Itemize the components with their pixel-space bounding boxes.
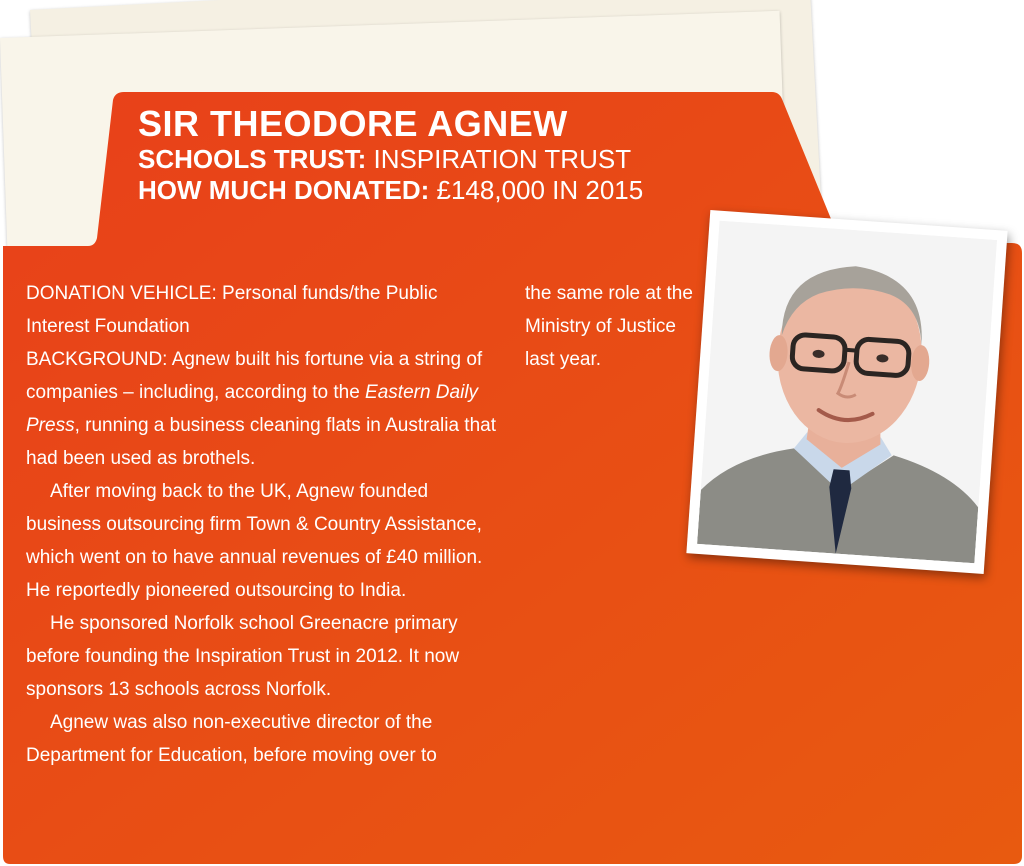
- donation-vehicle-paragraph: [26, 277, 506, 343]
- article-column-right: [525, 277, 695, 376]
- donation-amount-label: HOW MUCH DONATED:: [138, 175, 430, 205]
- portrait-image: [697, 221, 997, 564]
- donation-vehicle-value: Personal funds/the Public Interest Foundation: [26, 283, 438, 337]
- article-column-left: [26, 277, 506, 772]
- schools-trust-label: SCHOOLS TRUST:: [138, 144, 367, 174]
- background-publication: Eastern Daily Press: [26, 382, 479, 436]
- header-block: [138, 104, 643, 206]
- portrait-illustration: [697, 221, 997, 564]
- portrait-photo: [686, 210, 1007, 574]
- outsourcing-paragraph: After moving back to the UK, Agnew founded business outsourcing firm Town & Country Assistance, which went on to have annual revenues of £40 million. He reportedly pioneered outsourcing to India.: [26, 481, 483, 601]
- background-text-2: , running a business cleaning flats in Australia that had been used as brothels.: [26, 415, 497, 469]
- background-paragraph: [26, 343, 506, 475]
- sponsorship-paragraph: He sponsored Norfolk school Greenacre primary before founding the Inspiration Trust in 2012. It now sponsors 13 schools across Norfolk.: [26, 613, 460, 700]
- schools-trust-line: [138, 144, 643, 175]
- donation-amount-value: £148,000 IN 2015: [436, 175, 644, 205]
- background-label: BACKGROUND:: [26, 349, 168, 370]
- donation-vehicle-label: DONATION VEHICLE:: [26, 283, 217, 304]
- donation-amount-line: [138, 175, 643, 206]
- background-text-1: Agnew built his fortune via a string of companies – including, according to the: [26, 349, 483, 403]
- person-name: SIR THEODORE AGNEW: [138, 103, 568, 144]
- director-paragraph-continued: the same role at the Ministry of Justice last year.: [525, 283, 693, 370]
- schools-trust-value: INSPIRATION TRUST: [373, 144, 632, 174]
- director-paragraph: Agnew was also non-executive director of the Department for Education, before moving over to: [26, 712, 437, 766]
